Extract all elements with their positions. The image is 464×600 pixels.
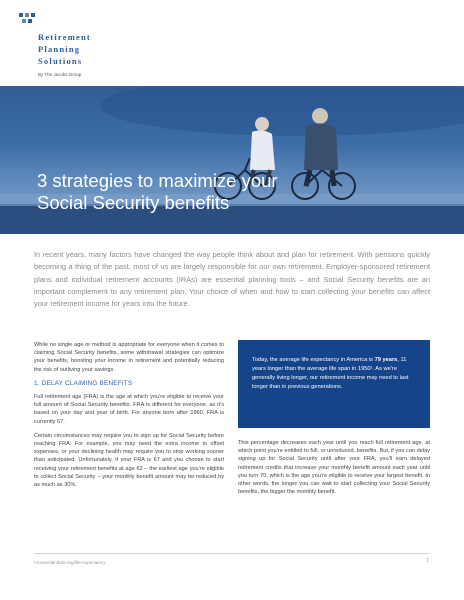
logo-mark-icon	[18, 12, 38, 26]
left-column	[34, 341, 224, 495]
intro-paragraph: In recent years, many factors have changed the way people think about and plan for retirement. With pensions quickly becoming a thing of the past, most of us are largely responsible for our own retirement. Employer-sponsored retirement plans and individual retirement accounts (IRAs) are essential planning tools – and Social Security benefits are an important complement to any retirement plan. Your choice of when and how to start collecting your benefits can affect your retirement income for years into the future.	[34, 250, 430, 309]
callout-text-before: Today, the average life expectancy in America is	[252, 357, 375, 363]
title-line-2: Social Security benefits	[37, 192, 230, 213]
logo-subtitle: By The Jacobs Group	[38, 72, 82, 77]
hero-banner	[0, 86, 464, 234]
left-paragraph-3: Certain circumstances may require you to sign up for Social Security before reaching FRA. For example, you may need the extra income to offset expenses, or your declining health may require you to stop working sooner than anticipated. Unfortunately, if your FRA is 67 and you choose to start receiving your retirement benefits at age 62 – the earliest age you’re eligible to collect Social Security – your monthly benefit amount may be reduced by as much as 30%.	[34, 432, 224, 489]
footer-divider	[34, 553, 430, 554]
section-heading-delay-claiming: 1. DELAY CLAIMING BENEFITS	[34, 379, 133, 387]
title-line-1: 3 strategies to maximize your	[37, 170, 278, 191]
page-number: 1	[426, 558, 429, 564]
logo-text-solutions: Solutions	[38, 56, 83, 66]
right-paragraph-1: This percentage decreases each year until you reach full retirement age, at which point you’re entitled to full, or unreduced, benefits. But, if you can delay signing up for Social Security until after your FRA, you’ll earn delayed retirement credits that increase your monthly benefit amount each year until you turn 70, which is the age you’re eligible to receive your largest benefit. In other words, the longer you can wait to start collecting your Social Security benefits, the bigger the monthly benefit.	[238, 440, 430, 496]
left-paragraph-2: Full retirement age (FRA) is the age at which you’re eligible to receive your full amount of Social Security benefits. FRA is different for everyone, as it’s based on your day and year of birth. For anyone born after 1960, FRA is currently 67.	[34, 394, 224, 425]
article-title	[37, 170, 278, 214]
left-paragraph-1: While no single age or method is appropriate for everyone when it comes to claiming Social Security benefits, some withdrawal strategies can optimize your benefits, boosting your income in retirement and potentially reducing the risk of outliving your savings.	[34, 342, 224, 373]
right-column	[238, 340, 430, 502]
callout-text	[252, 356, 416, 392]
callout-highlight: 79 years	[374, 357, 398, 363]
callout-text-after: , 11 years longer than the average life span in 1950¹. As we’re generally living longer, our retirement income may need to last longer than in previous generations.	[252, 357, 409, 390]
life-expectancy-callout	[238, 340, 430, 428]
footnote-source: ¹ourworldindata.org/life-expectancy	[34, 560, 106, 565]
logo-text-planning: Planning	[38, 44, 81, 54]
logo-text-retirement: Retirement	[38, 32, 91, 42]
